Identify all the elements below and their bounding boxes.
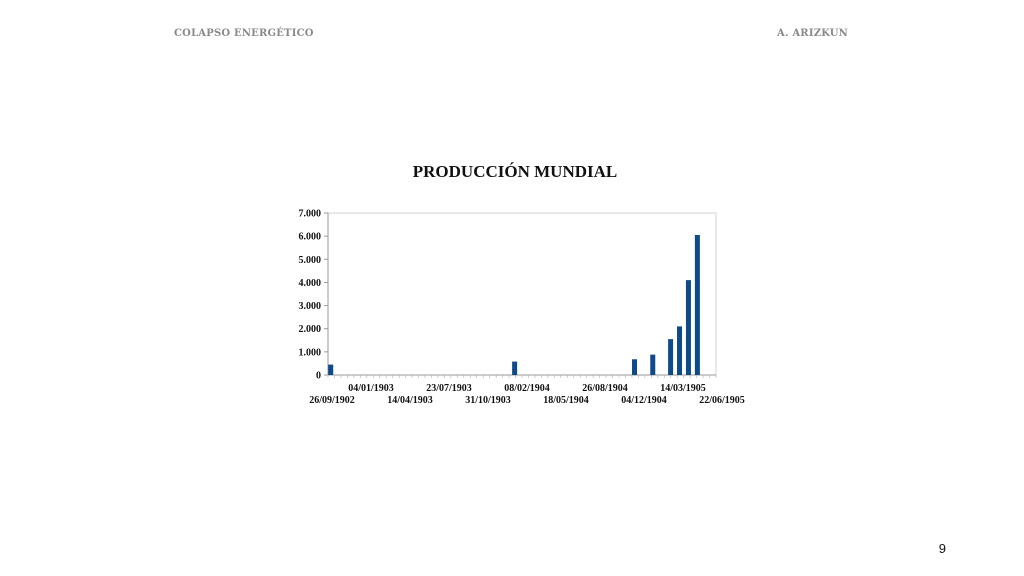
y-tick-label: 1.000 [298, 347, 321, 359]
x-tick-label: 04/01/1903 [348, 383, 394, 394]
x-tick-label: 14/03/1905 [660, 383, 706, 394]
bar [686, 280, 691, 375]
x-tick-label: 14/04/1903 [387, 395, 433, 406]
bar [632, 359, 637, 375]
y-tick-label: 6.000 [298, 231, 321, 243]
x-tick-label: 26/08/1904 [582, 383, 628, 394]
x-tick-label: 26/09/1902 [309, 395, 355, 406]
x-tick-label: 08/02/1904 [504, 383, 550, 394]
x-tick-label: 31/10/1903 [465, 395, 511, 406]
page-number: 9 [938, 541, 946, 556]
header-author: A. ARIZKUN [777, 28, 848, 39]
y-tick-label: 3.000 [298, 301, 321, 313]
y-tick-label: 2.000 [298, 324, 321, 336]
x-tick-label: 23/07/1903 [426, 383, 472, 394]
x-tick-label: 18/05/1904 [543, 395, 589, 406]
y-tick-label: 7.000 [298, 208, 321, 220]
header-left-title: COLAPSO ENERGÉTICO [174, 28, 314, 39]
bar [650, 355, 655, 375]
y-tick-label: 0 [316, 370, 321, 382]
x-tick-label: 22/06/1905 [699, 395, 745, 406]
bar [328, 365, 333, 375]
bar [668, 339, 673, 375]
plot-area [328, 213, 716, 375]
bar [512, 362, 517, 375]
x-tick-label: 04/12/1904 [621, 395, 667, 406]
y-tick-label: 5.000 [298, 254, 321, 266]
chart-title: PRODUCCIÓN MUNDIAL [412, 162, 618, 181]
bar [677, 326, 682, 375]
y-tick-label: 4.000 [298, 277, 321, 289]
bar [695, 235, 700, 375]
